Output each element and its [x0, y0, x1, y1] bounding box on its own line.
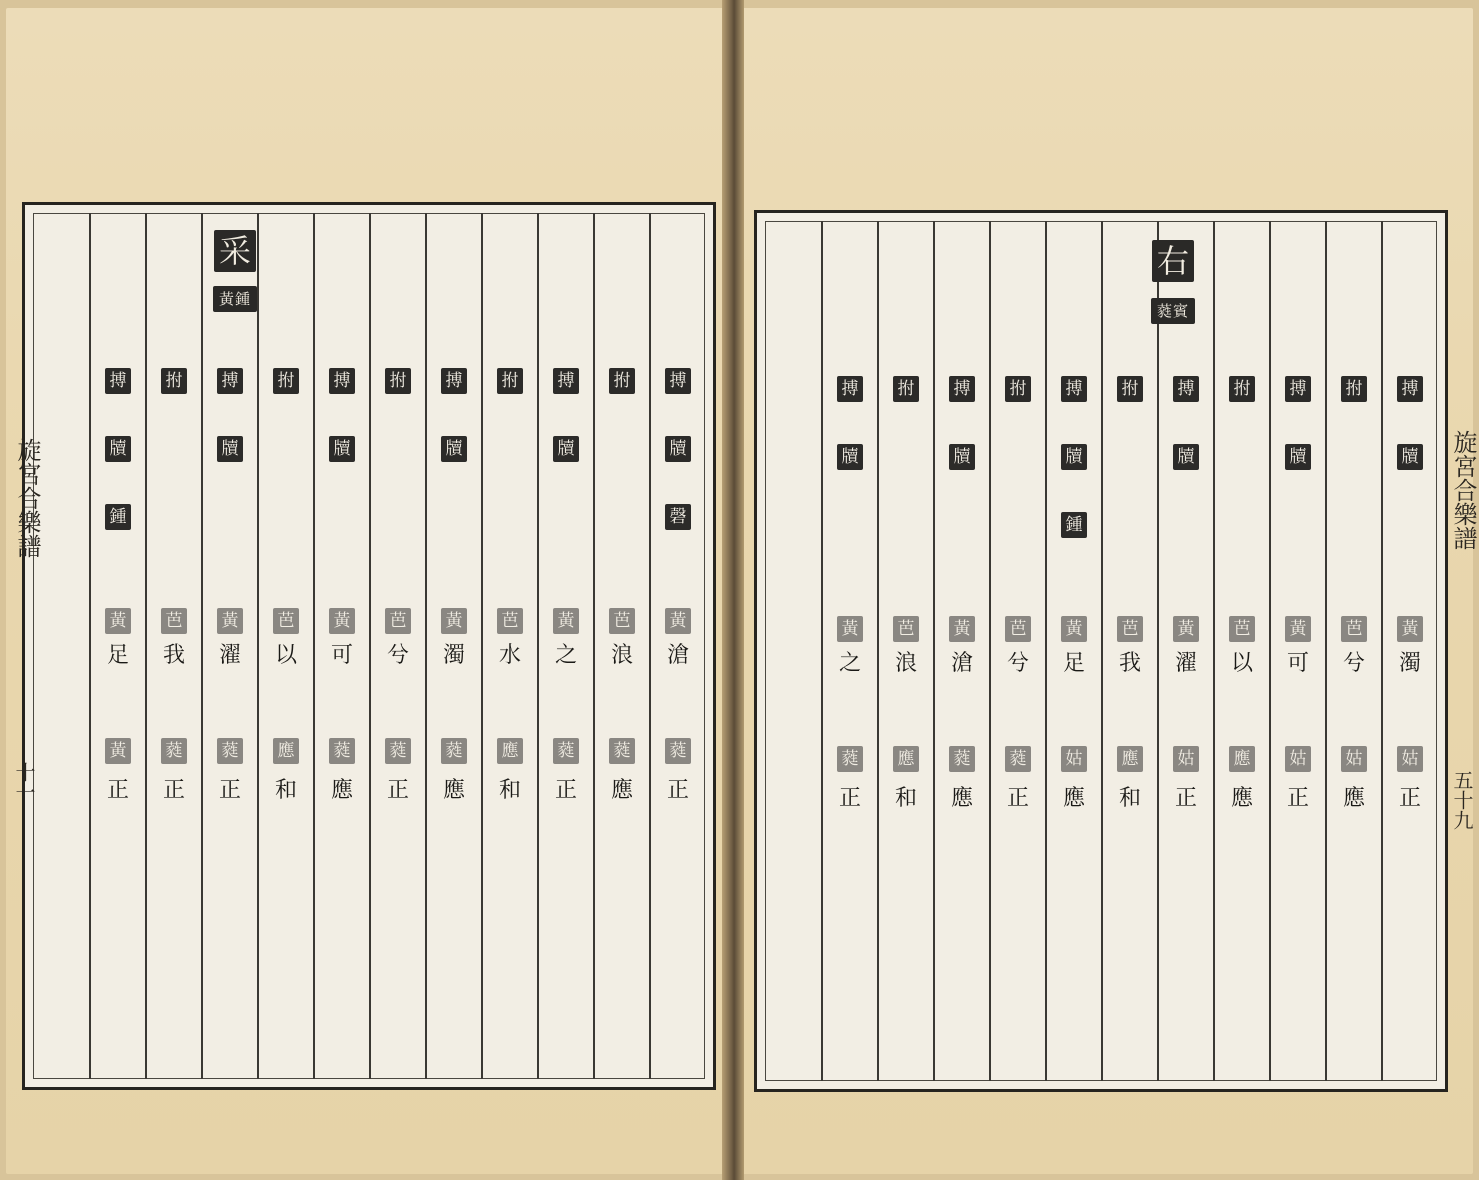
tone-char: 和	[274, 778, 297, 803]
lyric-char: 兮	[1342, 651, 1365, 676]
percussion-mark: 搏	[1061, 376, 1087, 402]
tone-char: 正	[838, 786, 861, 811]
notation-mark: 芭	[1229, 616, 1255, 642]
score-column	[425, 213, 481, 1079]
tone-char: 和	[894, 786, 917, 811]
tone-char: 應	[330, 778, 353, 803]
tone-char: 正	[106, 778, 129, 803]
pitch-mark: 應	[497, 738, 523, 764]
lyric-char: 浪	[610, 643, 633, 668]
percussion-mark: 拊	[1117, 376, 1143, 402]
notation-mark: 黃	[105, 608, 131, 634]
score-column	[877, 221, 933, 1081]
score-column	[537, 213, 593, 1079]
score-column	[593, 213, 649, 1079]
score-column	[989, 221, 1045, 1081]
left-score-board	[22, 202, 716, 1090]
tone-char: 正	[1398, 786, 1421, 811]
tone-char: 正	[1006, 786, 1029, 811]
notation-mark: 芭	[161, 608, 187, 634]
notation-mark: 黃	[1061, 616, 1087, 642]
lyric-char: 可	[330, 643, 353, 668]
tone-char: 正	[162, 778, 185, 803]
percussion-mark: 搏	[329, 368, 355, 394]
pitch-mark: 應	[893, 746, 919, 772]
percussion-mark: 搏	[441, 368, 467, 394]
percussion-mark: 牘	[665, 436, 691, 462]
score-column	[1045, 221, 1101, 1081]
book-gutter	[722, 0, 744, 1180]
notation-mark: 芭	[273, 608, 299, 634]
right-margin-title: 旋宮合樂譜	[1449, 430, 1477, 550]
lyric-char: 水	[498, 643, 521, 668]
notation-mark: 黃	[329, 608, 355, 634]
lyric-char: 之	[554, 643, 577, 668]
lyric-char: 滄	[950, 651, 973, 676]
percussion-mark: 牘	[553, 436, 579, 462]
pitch-mark: 姑	[1061, 746, 1087, 772]
score-column	[1381, 221, 1437, 1081]
score-column	[145, 213, 201, 1079]
percussion-mark: 搏	[665, 368, 691, 394]
score-column	[313, 213, 369, 1079]
tone-char: 應	[610, 778, 633, 803]
percussion-mark: 搏	[217, 368, 243, 394]
score-column	[257, 213, 313, 1079]
pitch-mark: 蕤	[837, 746, 863, 772]
lyric-char: 以	[274, 643, 297, 668]
left-page-number: 十一	[12, 762, 36, 802]
pitch-mark: 姑	[1173, 746, 1199, 772]
tone-char: 和	[498, 778, 521, 803]
pitch-mark: 蕤	[1005, 746, 1031, 772]
percussion-mark: 鍾	[105, 504, 131, 530]
lyric-char: 足	[106, 643, 129, 668]
score-column	[481, 213, 537, 1079]
percussion-mark: 拊	[161, 368, 187, 394]
notation-mark: 黃	[217, 608, 243, 634]
notation-mark: 芭	[609, 608, 635, 634]
left-subtitle: 黃鍾	[213, 286, 257, 312]
right-subtitle: 蕤賓	[1151, 298, 1195, 324]
percussion-mark: 牘	[1397, 444, 1423, 470]
lyric-char: 足	[1062, 651, 1085, 676]
pitch-mark: 姑	[1285, 746, 1311, 772]
pitch-mark: 蕤	[665, 738, 691, 764]
lyric-char: 濯	[1174, 651, 1197, 676]
percussion-mark: 拊	[385, 368, 411, 394]
tone-char: 正	[1286, 786, 1309, 811]
notation-mark: 黃	[441, 608, 467, 634]
percussion-mark: 牘	[217, 436, 243, 462]
lyric-char: 我	[1118, 651, 1141, 676]
score-column	[1213, 221, 1269, 1081]
percussion-mark: 磬	[665, 504, 691, 530]
percussion-mark: 搏	[837, 376, 863, 402]
percussion-mark: 拊	[1229, 376, 1255, 402]
score-column	[1157, 221, 1213, 1081]
score-column	[821, 221, 877, 1081]
notation-mark: 黃	[837, 616, 863, 642]
pitch-mark: 黃	[105, 738, 131, 764]
percussion-mark: 拊	[609, 368, 635, 394]
tone-char: 應	[950, 786, 973, 811]
percussion-mark: 拊	[893, 376, 919, 402]
right-page-number: 五十九	[1450, 770, 1474, 830]
lyric-char: 兮	[386, 643, 409, 668]
percussion-mark: 搏	[1397, 376, 1423, 402]
notation-mark: 黃	[1173, 616, 1199, 642]
notation-mark: 黃	[1397, 616, 1423, 642]
score-column	[649, 213, 705, 1079]
tone-char: 應	[1342, 786, 1365, 811]
percussion-mark: 牘	[1061, 444, 1087, 470]
notation-mark: 芭	[385, 608, 411, 634]
score-column	[1101, 221, 1157, 1081]
lyric-char: 濁	[442, 643, 465, 668]
pitch-mark: 蕤	[329, 738, 355, 764]
percussion-mark: 牘	[1173, 444, 1199, 470]
notation-mark: 芭	[497, 608, 523, 634]
pitch-mark: 姑	[1341, 746, 1367, 772]
pitch-mark: 蕤	[609, 738, 635, 764]
score-column	[933, 221, 989, 1081]
percussion-mark: 拊	[273, 368, 299, 394]
pitch-mark: 蕤	[553, 738, 579, 764]
notation-mark: 黃	[665, 608, 691, 634]
percussion-mark: 拊	[1005, 376, 1031, 402]
pitch-mark: 應	[1117, 746, 1143, 772]
notation-mark: 黃	[1285, 616, 1311, 642]
tone-char: 和	[1118, 786, 1141, 811]
lyric-char: 兮	[1006, 651, 1029, 676]
percussion-mark: 搏	[949, 376, 975, 402]
pitch-mark: 姑	[1397, 746, 1423, 772]
tone-char: 正	[1174, 786, 1197, 811]
percussion-mark: 牘	[441, 436, 467, 462]
pitch-mark: 應	[273, 738, 299, 764]
pitch-mark: 蕤	[949, 746, 975, 772]
lyric-char: 以	[1230, 651, 1253, 676]
lyric-char: 之	[838, 651, 861, 676]
tone-char: 正	[666, 778, 689, 803]
percussion-mark: 搏	[1173, 376, 1199, 402]
pitch-mark: 蕤	[441, 738, 467, 764]
score-column	[1269, 221, 1325, 1081]
left-margin-title: 旋宮合樂譜	[13, 438, 41, 558]
tone-char: 應	[1230, 786, 1253, 811]
percussion-mark: 搏	[1285, 376, 1311, 402]
left-title-char: 采	[214, 230, 256, 272]
score-column	[1325, 221, 1381, 1081]
lyric-char: 可	[1286, 651, 1309, 676]
tone-char: 正	[386, 778, 409, 803]
percussion-mark: 牘	[1285, 444, 1311, 470]
right-score-board	[754, 210, 1448, 1092]
lyric-char: 浪	[894, 651, 917, 676]
score-column	[201, 213, 257, 1079]
percussion-mark: 拊	[497, 368, 523, 394]
notation-mark: 芭	[1005, 616, 1031, 642]
lyric-char: 濯	[218, 643, 241, 668]
percussion-mark: 牘	[105, 436, 131, 462]
notation-mark: 芭	[1341, 616, 1367, 642]
percussion-mark: 搏	[553, 368, 579, 394]
percussion-mark: 搏	[105, 368, 131, 394]
percussion-mark: 鍾	[1061, 512, 1087, 538]
score-column	[369, 213, 425, 1079]
pitch-mark: 蕤	[385, 738, 411, 764]
score-column	[89, 213, 145, 1079]
pitch-mark: 蕤	[217, 738, 243, 764]
lyric-char: 濁	[1398, 651, 1421, 676]
percussion-mark: 拊	[1341, 376, 1367, 402]
tone-char: 正	[554, 778, 577, 803]
percussion-mark: 牘	[329, 436, 355, 462]
notation-mark: 黃	[553, 608, 579, 634]
notation-mark: 黃	[949, 616, 975, 642]
notation-mark: 芭	[1117, 616, 1143, 642]
lyric-char: 我	[162, 643, 185, 668]
percussion-mark: 牘	[837, 444, 863, 470]
pitch-mark: 應	[1229, 746, 1255, 772]
notation-mark: 芭	[893, 616, 919, 642]
right-title-char: 右	[1152, 240, 1194, 282]
tone-char: 應	[1062, 786, 1085, 811]
tone-char: 應	[442, 778, 465, 803]
lyric-char: 滄	[666, 643, 689, 668]
percussion-mark: 牘	[949, 444, 975, 470]
pitch-mark: 蕤	[161, 738, 187, 764]
tone-char: 正	[218, 778, 241, 803]
